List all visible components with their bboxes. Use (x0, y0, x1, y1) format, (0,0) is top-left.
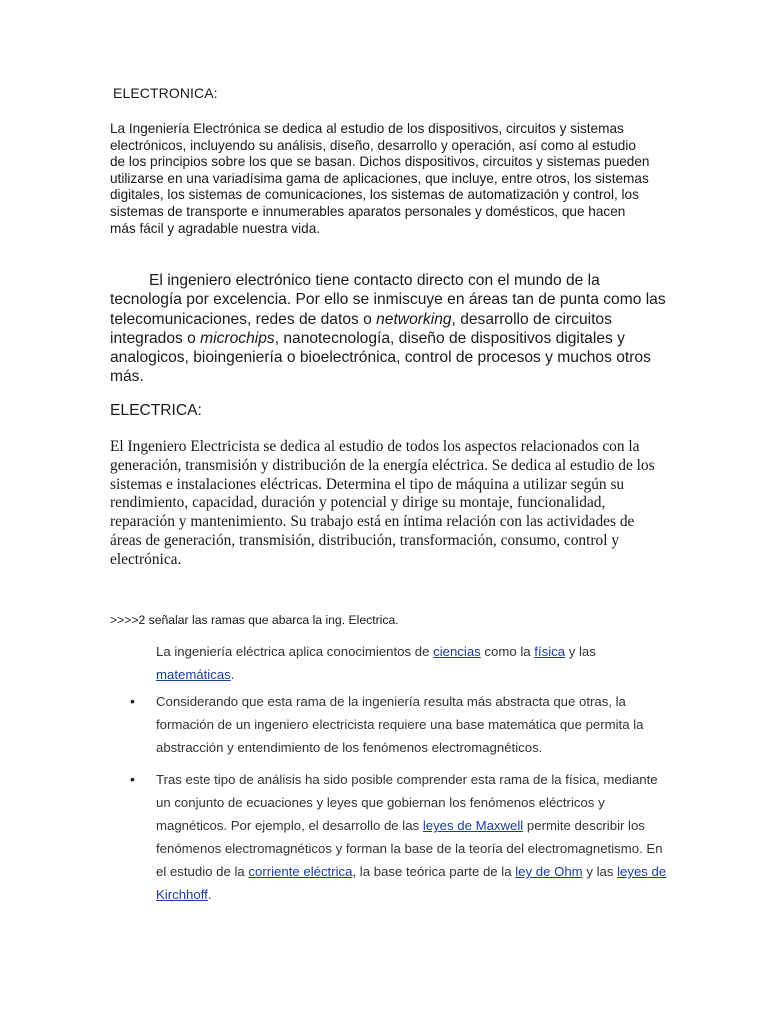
bullet2-text-1: Tras este tipo de análisis ha sido posible comprender esta rama de la física, mediante un conjunto de ecuaciones y leyes que gobiernan los fenómenos eléctricos y magnéticos. Por ejemplo, el desarrollo de las (156, 772, 658, 833)
link-ciencias[interactable]: ciencias (433, 644, 481, 659)
bullet2-text-3: , la base teórica parte de la (352, 864, 516, 879)
intro-text-4: . (230, 667, 235, 682)
intro-text-3: y las (565, 644, 596, 659)
electrica-paragraph: El Ingeniero Electricista se dedica al estudio de todos los aspectos relacionados con la generación, transmisión y distribución de la energía eléctrica. Se dedica al estudio de los sistemas e instalaciones eléctricas. Determina el tipo de máquina a utilizar según su rendimiento, capacidad, duración y potencial y dirige su montaje, funcionalidad, reparación y mantenimiento. Su trabajo está en íntima relación con las actividades de áreas de generación, transmisión, distribución, transformación, consumo, control y electrónica. (110, 438, 655, 568)
ingeniero-em-networking: networking (376, 310, 452, 328)
link-corriente-electrica[interactable]: corriente eléctrica (248, 864, 353, 879)
bullet-icon: • (130, 693, 135, 709)
ingeniero-text-1: El ingeniero electrónico tiene contacto directo con el mundo de la tecnología por excelencia. Por ello se inmiscuye en áreas tan de punta como las telecomunicaciones, redes de datos o (110, 272, 666, 328)
electronica-paragraph: La Ingeniería Electrónica se dedica al estudio de los dispositivos, circuitos y sistemas electrónicos, incluyendo su análisis, diseño, desarrollo y operación, así como al estudio de los principios sobre los que se basan. Dichos dispositivos, circuitos y sistemas pueden utilizarse en una variadísima gama de aplicaciones, que incluye, entre otros, los sistemas digitales, los sistemas de comunicaciones, los sistemas de automatización y control, los sistemas de transporte e innumerables aparatos personales y domésticos, que hacen más fácil y agradable nuestra vida. (110, 121, 650, 236)
bullet1-text: Considerando que esta rama de la ingeniería resulta más abstracta que otras, la formación de un ingeniero electricista requiere una base matemática que permita la abstracción y entendimiento de los fenómenos electromagnéticos. (156, 694, 644, 755)
ingeniero-text-2: , desarrollo de circuitos integrados o (110, 310, 612, 347)
list-item (130, 690, 670, 759)
intro-text-2: como la (480, 644, 535, 659)
link-ley-ohm[interactable]: ley de Ohm (515, 864, 583, 879)
question-line: >>>>2 señalar las ramas que abarca la ing. Electrica. (110, 613, 399, 627)
bullet2-text-2: permite describir los fenómenos electromagnéticos y forman la base de la teoría del electromagnetismo. En el estudio de la (156, 818, 663, 879)
bullet-list (130, 690, 670, 915)
ingeniero-electronico-paragraph (110, 271, 670, 387)
bullet2-text-4: y las (582, 864, 618, 879)
link-leyes-maxwell[interactable]: leyes de Maxwell (422, 818, 524, 833)
electrica-heading: ELECTRICA: (110, 402, 202, 419)
electronica-heading: ELECTRONICA: (113, 85, 218, 101)
bullet-icon: • (130, 771, 135, 787)
intro-paragraph (156, 640, 676, 686)
link-leyes-kirchhoff[interactable]: leyes de Kirchhoff (156, 864, 667, 902)
ingeniero-text-3: , nanotecnología, diseño de dispositivos digitales y analogicos, bioingeniería o bioelectrónica, control de procesos y muchos otros más. (110, 329, 651, 386)
link-matematicas[interactable]: matemáticas (156, 667, 231, 682)
ingeniero-em-microchips: microchips (200, 329, 275, 347)
intro-text-1: La ingeniería eléctrica aplica conocimientos de (156, 644, 434, 659)
bullet2-text-5: . (207, 887, 212, 902)
link-fisica[interactable]: física (534, 644, 566, 659)
list-item (130, 768, 670, 906)
